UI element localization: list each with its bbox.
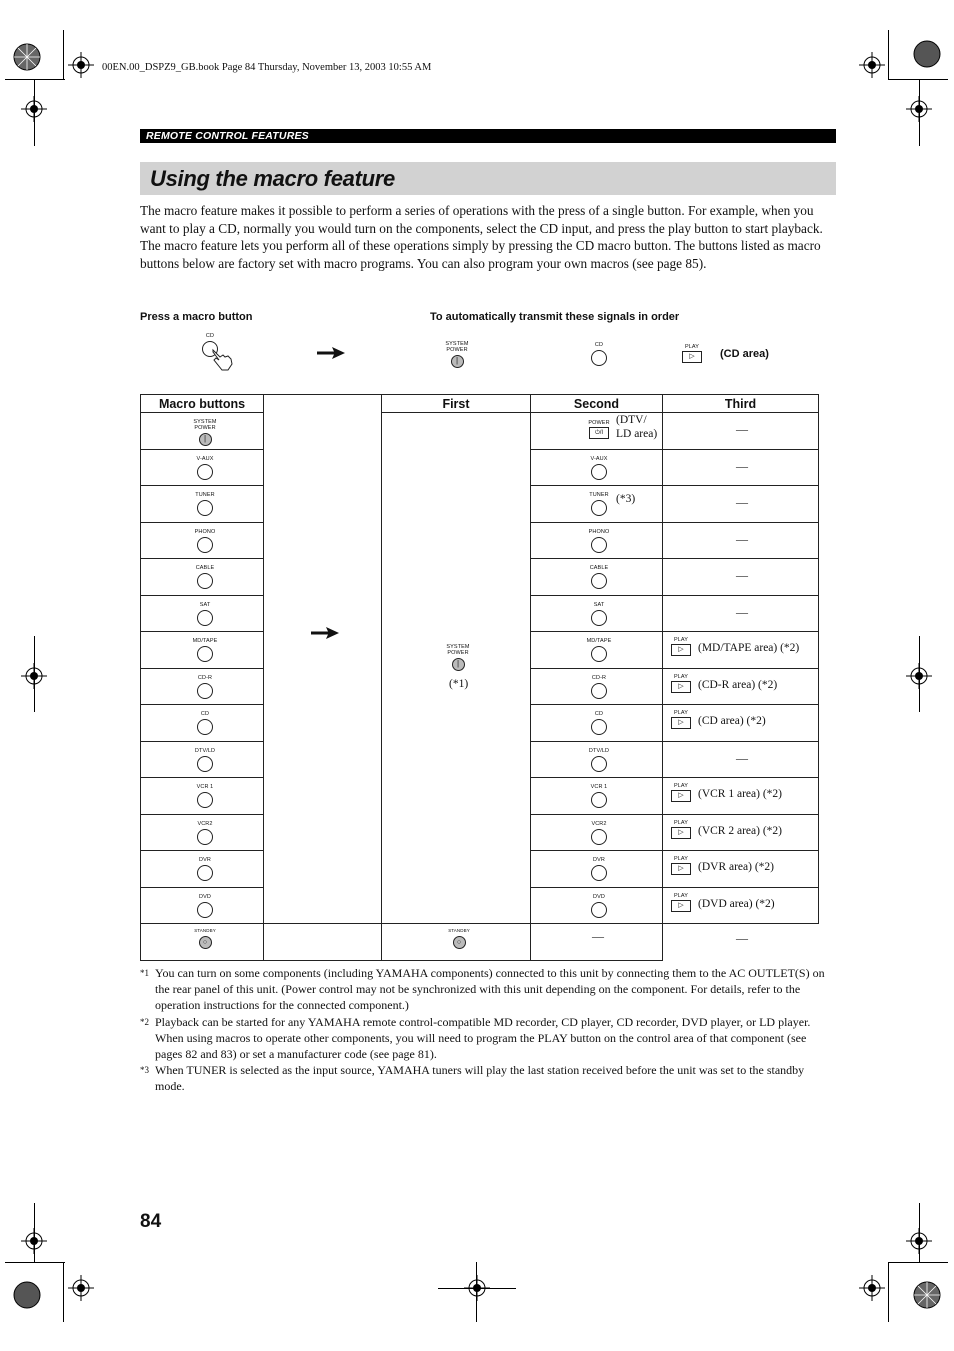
third-area-note: (CD area) (*2) xyxy=(698,715,766,727)
third-area-note: (CD-R area) (*2) xyxy=(698,678,778,691)
button-label: DVR xyxy=(199,857,211,863)
button-label: STANDBY xyxy=(194,928,216,933)
button-circle xyxy=(197,683,213,699)
button-circle xyxy=(591,537,607,553)
third-play-button xyxy=(668,856,694,875)
system-power-button-diagram xyxy=(440,341,474,368)
header-third: Third xyxy=(663,395,819,413)
button-label: CABLE xyxy=(195,565,215,571)
third-area-note: (VCR 1 area) (*2) xyxy=(698,788,782,800)
button-circle xyxy=(452,658,465,671)
button-circle xyxy=(197,610,213,626)
macro-button xyxy=(184,711,226,735)
crop-line xyxy=(63,1262,64,1322)
second-button xyxy=(578,492,620,516)
footnote-1 xyxy=(140,965,836,1014)
button-circle xyxy=(591,646,607,662)
crop-line xyxy=(34,636,35,712)
third-dash: — xyxy=(736,750,748,765)
footnote-3 xyxy=(140,1062,836,1094)
button-label: CD xyxy=(594,342,604,348)
button-circle xyxy=(591,500,607,516)
button-circle xyxy=(197,792,213,808)
button-label: PLAY xyxy=(673,673,689,680)
crop-line xyxy=(63,30,64,80)
crop-line xyxy=(5,1262,65,1263)
third-dash: — xyxy=(736,495,748,509)
button-circle xyxy=(591,756,607,772)
button-circle xyxy=(197,646,213,662)
footnote-text: Playback can be started for any YAMAHA remote control-compatible MD recorder, CD player, CD recorder, DVD player, or LD player. When using macros to operate other components, you will need to program the PLAY button on the control area of that component (see pages 82 and 83) or set a manufacturer code (see page 81). xyxy=(155,1014,811,1062)
button-label: PHONO xyxy=(588,528,610,535)
third-dash: — xyxy=(736,531,748,546)
footnote-text: You can turn on some components (including YAMAHA components) connected to this unit by connecting them to the AC OUTLET(S) on the rear panel of this unit. (Power control may not be synchronized with this unit depending on the component. For details, refer to the operation instructions for the connected component.) xyxy=(155,966,825,1013)
button-circle xyxy=(591,464,607,480)
second-button xyxy=(578,857,620,881)
button-circle xyxy=(197,500,213,516)
macro-button xyxy=(184,821,226,845)
button-label: SAT xyxy=(199,601,211,608)
play-icon: ▷ xyxy=(671,717,691,729)
page-title: Using the macro feature xyxy=(150,166,395,191)
button-circle xyxy=(591,792,607,808)
third-area-note: (MD/TAPE area) (*2) xyxy=(698,642,800,654)
button-label: PLAY xyxy=(673,710,689,716)
play-button-diagram xyxy=(679,344,705,363)
macro-button xyxy=(184,748,226,772)
header-first: First xyxy=(382,395,531,413)
button-label: SYSTEM POWER xyxy=(193,419,217,431)
button-label: DTV/LD xyxy=(194,747,216,754)
macro-button xyxy=(184,529,226,553)
button-label: CD xyxy=(205,333,215,339)
button-label: MD/TAPE xyxy=(586,638,612,644)
button-label: POWER xyxy=(588,420,610,426)
second-button xyxy=(578,456,620,480)
crop-line xyxy=(34,80,35,146)
second-button xyxy=(578,529,620,553)
second-button xyxy=(578,748,620,772)
button-circle xyxy=(591,719,607,735)
crop-line xyxy=(888,30,889,80)
button-label: DVR xyxy=(593,857,605,863)
button-circle xyxy=(591,610,607,626)
third-dash: — xyxy=(736,422,748,436)
footnote-mark: *2 xyxy=(140,1016,149,1027)
button-label: TUNER xyxy=(195,492,215,498)
macro-button xyxy=(184,857,226,881)
color-registration-mark xyxy=(13,43,41,71)
crop-line xyxy=(919,80,920,146)
intro-paragraph: The macro feature makes it possible to perform a series of operations with the press of a single button. For example, when you want to play a CD, normally you would turn on the components, select the CD input, and press the play button to start playback. The macro feature lets you perform all of these operations simply by pressing the CD macro button. The buttons listed as macro buttons below are factory set with macro programs. You can also program your own macros (see page 85). xyxy=(140,203,823,271)
button-circle xyxy=(591,865,607,881)
button-label: TUNER xyxy=(589,492,609,498)
play-icon: ▷ xyxy=(671,790,691,802)
macro-standby-button xyxy=(189,928,221,949)
macro-button xyxy=(184,456,226,480)
registration-target-mark xyxy=(68,52,94,78)
second-button xyxy=(578,711,620,735)
header-macro-buttons: Macro buttons xyxy=(141,395,264,413)
macro-button xyxy=(184,638,226,662)
page-number: 84 xyxy=(140,1211,162,1232)
color-registration-mark xyxy=(913,1281,941,1309)
button-circle xyxy=(591,902,607,918)
color-registration-mark xyxy=(913,40,941,68)
book-file-info: 00EN.00_DSPZ9_GB.book Page 84 Thursday, November 13, 2003 10:55 AM xyxy=(102,62,432,73)
third-area-note: (VCR 2 area) (*2) xyxy=(698,824,782,837)
arrow-column xyxy=(264,395,382,924)
button-circle xyxy=(451,355,464,368)
registration-target-mark xyxy=(859,1275,885,1301)
button-circle xyxy=(197,537,213,553)
third-play-button xyxy=(668,820,694,839)
button-label: VCR2 xyxy=(591,820,607,827)
crop-line xyxy=(888,1262,948,1263)
button-label: SAT xyxy=(593,601,605,608)
second-button xyxy=(578,638,620,662)
play-icon: ▷ xyxy=(671,681,691,693)
button-label: CD-R xyxy=(197,674,213,681)
button-circle xyxy=(197,865,213,881)
macro-button xyxy=(184,784,226,808)
play-icon: ▷ xyxy=(671,863,691,875)
button-label: VCR 1 xyxy=(590,784,608,790)
button-label: VCR 1 xyxy=(196,784,214,790)
third-dash: — xyxy=(736,458,748,473)
button-circle xyxy=(197,719,213,735)
third-play-button xyxy=(668,637,694,656)
first-standby-button xyxy=(443,928,475,949)
footnotes xyxy=(140,965,836,1095)
button-label: PLAY xyxy=(684,344,700,350)
second-note: (DTV/ LD area) xyxy=(616,414,658,440)
pressing-hand-icon xyxy=(210,348,236,377)
press-macro-label: Press a macro button xyxy=(140,311,253,323)
button-circle xyxy=(591,350,607,366)
crop-line xyxy=(34,1203,35,1263)
crop-line xyxy=(438,1288,516,1289)
registration-target-mark xyxy=(68,1275,94,1301)
button-label: DTV/LD xyxy=(588,747,610,754)
button-label: V-AUX xyxy=(196,455,214,462)
button-circle xyxy=(591,829,607,845)
second-button xyxy=(578,821,620,845)
macro-button xyxy=(184,675,226,699)
button-label: PLAY xyxy=(673,783,689,789)
second-button xyxy=(578,894,620,918)
transmit-signals-label: To automatically transmit these signals in order xyxy=(430,311,680,323)
button-label: V-AUX xyxy=(590,455,608,462)
cd-button-diagram xyxy=(584,342,614,366)
crop-line xyxy=(888,79,948,80)
play-icon: ▷ xyxy=(671,827,691,839)
second-button xyxy=(578,784,620,808)
third-play-button xyxy=(668,893,694,912)
play-icon: ▷ xyxy=(682,351,702,363)
button-circle xyxy=(197,902,213,918)
button-label: STANDBY xyxy=(448,928,470,933)
third-area-note: (DVR area) (*2) xyxy=(698,861,774,873)
standby-icon xyxy=(199,936,212,949)
cd-area-note: (CD area) xyxy=(720,348,769,360)
button-label: CABLE xyxy=(589,565,609,571)
second-button xyxy=(578,602,620,626)
footnote-2 xyxy=(140,1014,836,1063)
third-area-note: (DVD area) (*2) xyxy=(698,897,775,910)
button-label: PLAY xyxy=(673,892,689,899)
crop-line xyxy=(919,636,920,712)
button-circle xyxy=(197,756,213,772)
crop-line xyxy=(919,1203,920,1263)
second-note: (*3) xyxy=(616,493,636,505)
button-circle xyxy=(197,829,213,845)
crop-line xyxy=(5,79,65,80)
second-button xyxy=(578,675,620,699)
color-registration-mark xyxy=(13,1281,41,1309)
button-label: CD xyxy=(200,711,210,717)
table-cell xyxy=(264,924,382,961)
crop-line xyxy=(888,1262,889,1322)
third-standby-dash: — xyxy=(736,931,748,945)
third-play-button xyxy=(668,710,694,729)
section-header-bar xyxy=(140,129,836,143)
first-note-mark: (*1) xyxy=(449,678,469,690)
first-system-power-button xyxy=(441,644,475,671)
button-label: CD xyxy=(594,711,604,717)
button-label: SYSTEM POWER xyxy=(445,341,469,353)
button-circle xyxy=(197,464,213,480)
button-label: PLAY xyxy=(673,856,689,862)
power-icon: ⏻/I xyxy=(589,427,609,439)
macro-button xyxy=(184,565,226,589)
macro-button xyxy=(184,894,226,918)
button-circle xyxy=(199,433,212,446)
second-button xyxy=(578,565,620,589)
header-second: Second xyxy=(531,395,663,413)
macro-button xyxy=(184,492,226,516)
button-label: CD-R xyxy=(591,674,607,681)
third-dash: — xyxy=(736,604,748,619)
button-label: PLAY xyxy=(673,819,689,826)
button-circle xyxy=(197,573,213,589)
button-label: VCR2 xyxy=(197,820,213,827)
crop-line xyxy=(476,1262,477,1322)
macro-button xyxy=(184,419,226,446)
second-standby-dash: — xyxy=(592,929,604,943)
title-bar xyxy=(140,162,836,195)
second-power-button xyxy=(586,420,612,439)
play-icon: ▷ xyxy=(671,644,691,656)
button-label: PLAY xyxy=(673,637,689,643)
macro-button xyxy=(184,602,226,626)
third-play-button xyxy=(668,674,694,693)
button-label: SYSTEM POWER xyxy=(446,644,470,656)
footnote-mark: *1 xyxy=(140,968,149,978)
third-play-button xyxy=(668,783,694,802)
button-label: DVD xyxy=(199,893,211,900)
play-icon: ▷ xyxy=(671,900,691,912)
button-label: MD/TAPE xyxy=(192,638,218,644)
standby-icon xyxy=(453,936,466,949)
button-circle xyxy=(591,683,607,699)
footnote-text: When TUNER is selected as the input source, YAMAHA tuners will play the last station received before the unit was set to the standby mode. xyxy=(155,1063,805,1094)
button-label: DVD xyxy=(593,893,605,900)
button-circle xyxy=(591,573,607,589)
button-label: PHONO xyxy=(194,528,216,535)
right-arrow-icon xyxy=(311,626,339,644)
registration-target-mark xyxy=(859,52,885,78)
right-arrow-icon xyxy=(317,346,345,364)
section-header-label: REMOTE CONTROL FEATURES xyxy=(146,130,309,142)
third-dash: — xyxy=(736,568,748,582)
footnote-mark: *3 xyxy=(140,1065,149,1076)
